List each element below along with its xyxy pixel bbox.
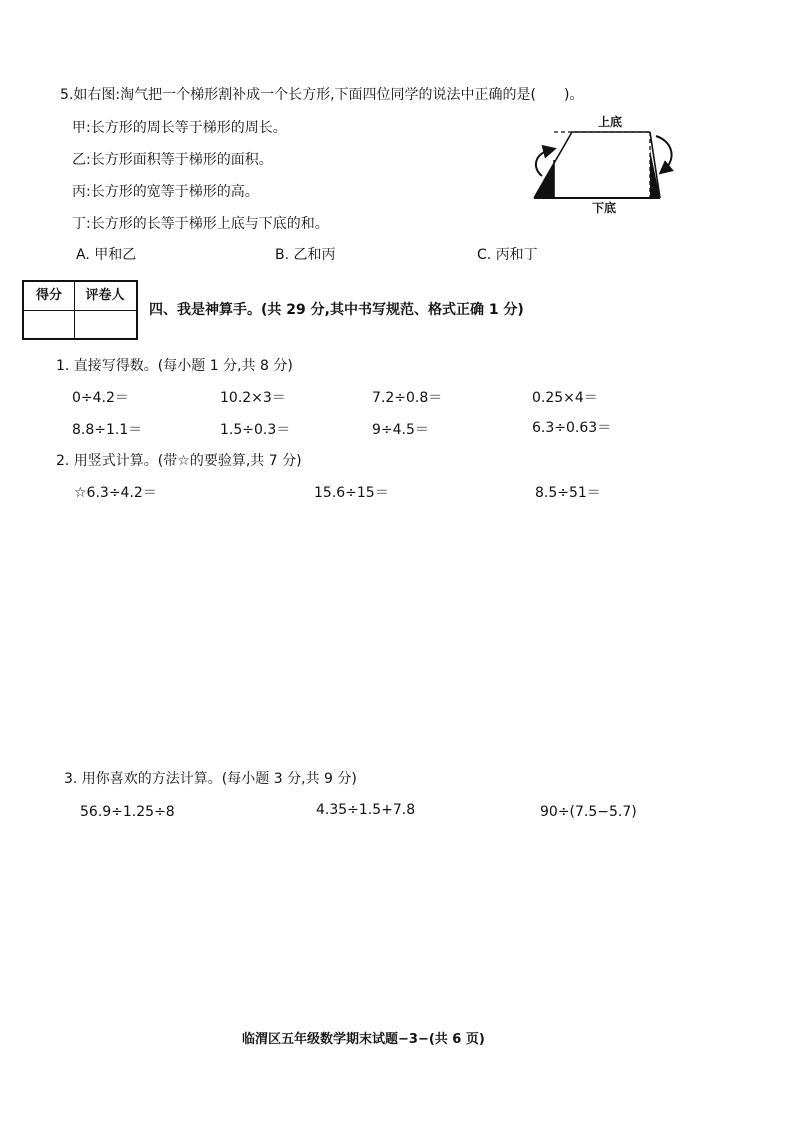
q5-statement-d: 丁:长方形的长等于梯形上底与下底的和。 <box>72 216 329 232</box>
q1-item: 1.5÷0.3＝ <box>220 422 291 438</box>
grader-label: 评卷人 <box>85 288 125 303</box>
q1-item: 9÷4.5＝ <box>372 422 429 438</box>
q1-item: 7.2÷0.8＝ <box>372 390 443 406</box>
q5-option-c: C. 丙和丁 <box>477 247 538 263</box>
q2-item: 8.5÷51＝ <box>535 485 601 501</box>
q1-item: 0÷4.2＝ <box>72 390 129 406</box>
q5-option-b: B. 乙和丙 <box>275 247 336 263</box>
q5-statement-c: 丙:长方形的宽等于梯形的高。 <box>72 184 259 200</box>
rotate-arrow-left-icon <box>536 150 550 176</box>
q2-item: 15.6÷15＝ <box>314 485 389 501</box>
q3-item: 4.35÷1.5+7.8 <box>316 802 416 818</box>
q5-statement-b: 乙:长方形面积等于梯形的面积。 <box>72 152 273 168</box>
top-base-label: 上底 <box>598 115 623 129</box>
q5-statement-a: 甲:长方形的周长等于梯形的周长。 <box>72 120 287 136</box>
page-footer: 临渭区五年级数学期末试题−3−(共 6 页) <box>242 1032 485 1047</box>
q5-option-a: A. 甲和乙 <box>76 247 137 263</box>
rotate-arrow-right-icon <box>656 136 672 170</box>
bottom-base-label: 下底 <box>592 201 617 215</box>
trapezoid-figure <box>528 112 680 216</box>
q3-item: 56.9÷1.25÷8 <box>80 804 175 820</box>
q1-item: 6.3÷0.63＝ <box>532 420 612 436</box>
score-label: 得分 <box>35 288 62 303</box>
section-title: 四、我是神算手。(共 29 分,其中书写规范、格式正确 1 分) <box>149 302 524 318</box>
q1-item: 0.25×4＝ <box>532 390 598 406</box>
q5-stem: 5.如右图:淘气把一个梯形割补成一个长方形,下面四位同学的说法中正确的是( )。 <box>60 87 584 103</box>
q3-title: 3. 用你喜欢的方法计算。(每小题 3 分,共 9 分) <box>64 771 357 787</box>
q2-item: ☆6.3÷4.2＝ <box>74 485 157 501</box>
q1-title: 1. 直接写得数。(每小题 1 分,共 8 分) <box>56 358 293 374</box>
q3-item: 90÷(7.5−5.7) <box>540 804 637 820</box>
q2-title: 2. 用竖式计算。(带☆的要验算,共 7 分) <box>56 453 302 469</box>
grader-cell <box>74 310 136 338</box>
q1-item: 10.2×3＝ <box>220 390 286 406</box>
score-cell <box>24 310 75 338</box>
score-box <box>22 280 138 340</box>
q1-item: 8.8÷1.1＝ <box>72 422 143 438</box>
cut-triangle-right <box>650 150 660 198</box>
